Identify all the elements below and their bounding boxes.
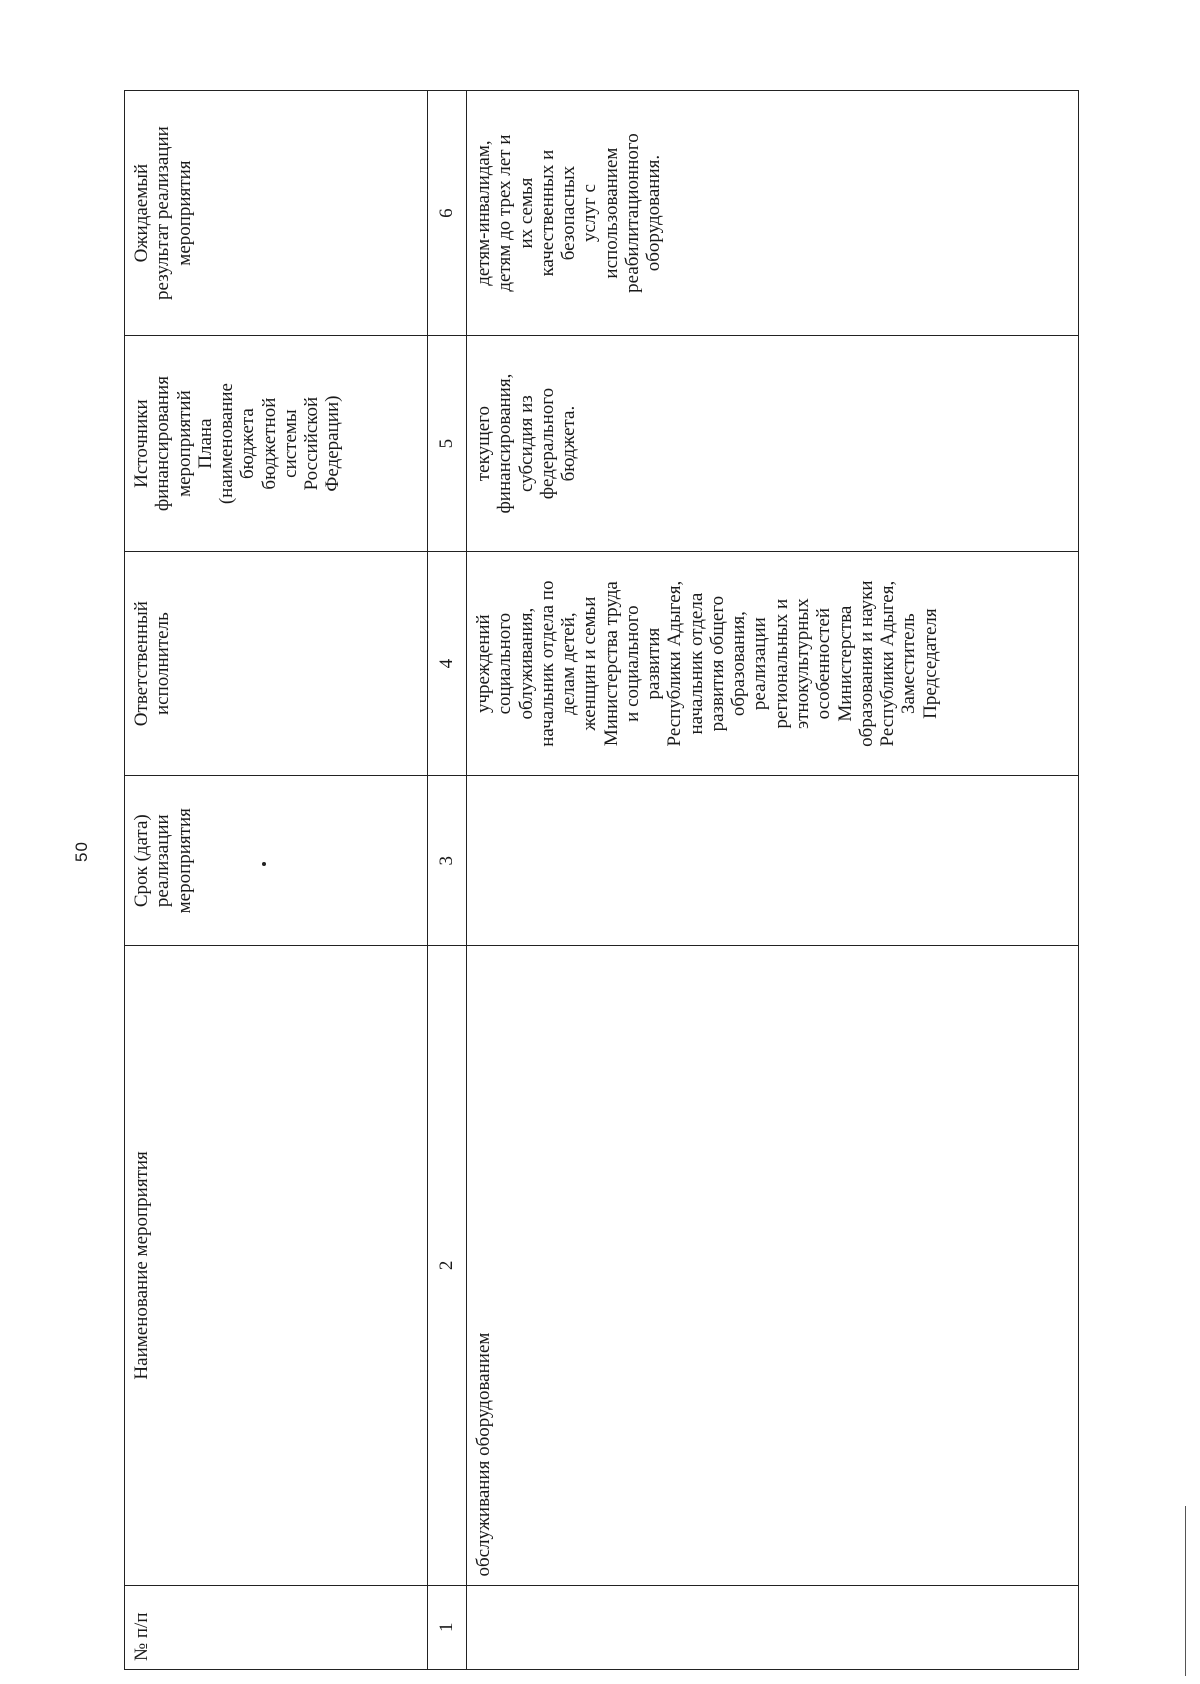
column-number: 5 [428, 336, 467, 552]
header-name: Наименование мероприятия [125, 946, 428, 1585]
row-funding-cell: текущего финансирования, субсидия из федерального бюджета. [467, 336, 1079, 552]
header-deadline: Срок (дата) реализации мероприятия [125, 776, 428, 946]
header-executor: Ответственный исполнитель [125, 552, 428, 776]
page-number: 50 [72, 841, 91, 862]
table-row [467, 91, 1079, 1670]
header-number: № п/п [125, 1585, 428, 1669]
column-number: 6 [428, 91, 467, 336]
plan-table-container [124, 90, 1079, 1670]
row-executor-cell: учреждений социального облуживания, начальник отдела по делам детей, женщин и семьи Министерства труда и социального развития Республики Адыгея, начальник отдела развития общего образования, реализации региональных и этнокультурных особенностей Министерства образования и науки Республики Адыгея, Заместитель Председателя [467, 552, 1079, 776]
row-deadline-cell [467, 776, 1079, 946]
column-number: 3 [428, 776, 467, 946]
header-result: Ожидаемый результат реализации мероприятия [125, 91, 428, 336]
table-header-row [125, 91, 428, 1670]
column-number: 1 [428, 1585, 467, 1669]
header-funding: Источники финансирования мероприятий Плана (наименование бюджета бюджетной системы Российской Федерации) [125, 336, 428, 552]
column-number-row [428, 91, 467, 1670]
row-number-cell [467, 1585, 1079, 1669]
row-result-cell: детям-инвалидам, детям до трех лет и их семья качественных и безопасных услуг с использованием реабилитационного оборудования. [467, 91, 1079, 336]
plan-table [124, 90, 1079, 1670]
scan-edge-line [1185, 1506, 1187, 1676]
row-name-cell: обслуживания оборудованием [467, 946, 1079, 1585]
column-number: 4 [428, 552, 467, 776]
column-number: 2 [428, 946, 467, 1585]
